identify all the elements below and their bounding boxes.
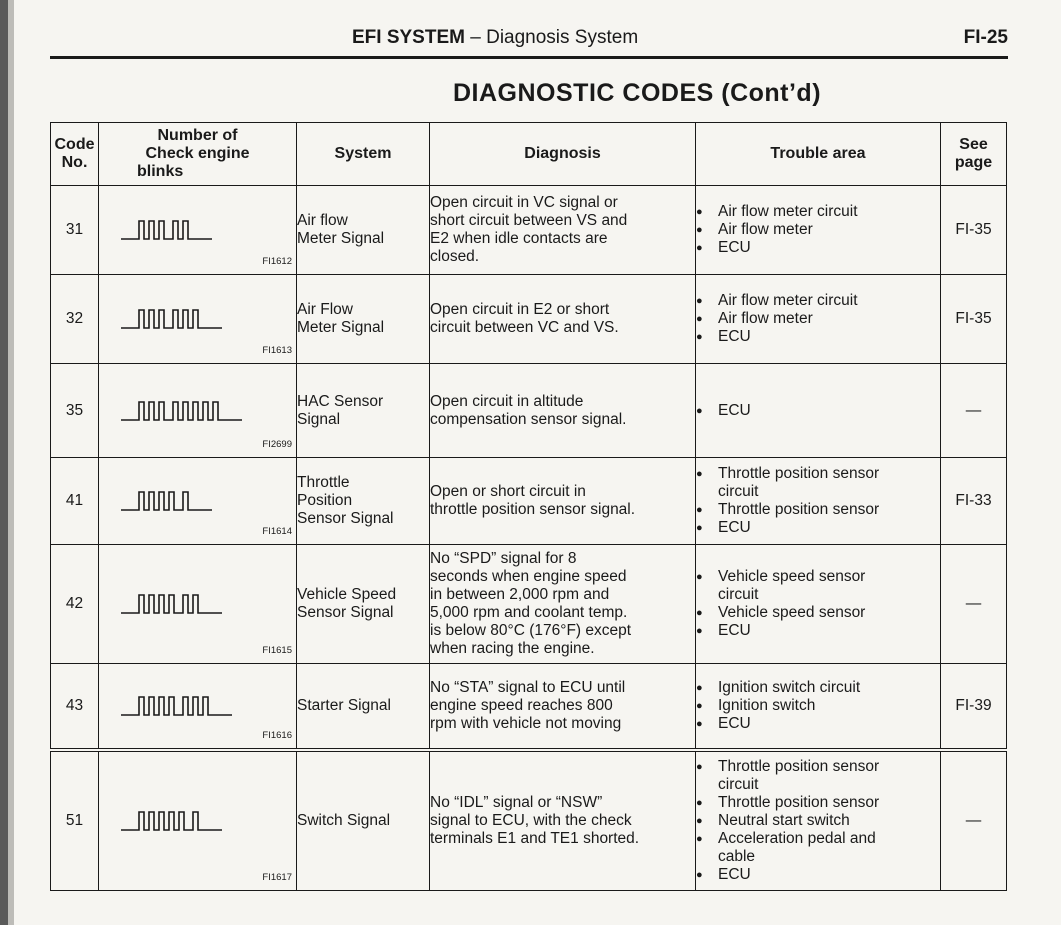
blink-pattern-diagram (121, 399, 281, 423)
trouble-area-cell (696, 750, 941, 891)
system-line: Meter Signal (297, 319, 385, 336)
trouble-area-line: ● ECU (718, 519, 751, 536)
trouble-area-item (696, 697, 940, 715)
see-page-cell: FI-33 (941, 458, 1007, 545)
diagnosis-cell (430, 750, 696, 891)
figure-number: FI1612 (262, 256, 292, 267)
diagnosis-line: in between 2,000 rpm and (430, 586, 610, 603)
blink-pattern-cell (99, 750, 297, 891)
diagnosis-line: engine speed reaches 800 (430, 696, 613, 714)
trouble-area-line: ● Throttle position sensor (718, 465, 880, 482)
trouble-area-list (696, 465, 940, 537)
blink-pulse-train (121, 402, 242, 420)
table-row (51, 458, 1007, 545)
figure-number: FI1615 (262, 645, 292, 656)
system-cell (297, 664, 430, 750)
trouble-area-line: ● Air flow meter circuit (718, 292, 858, 309)
figure-number: FI1613 (262, 345, 292, 356)
header-blinks-line3: blinks (137, 163, 184, 180)
see-page-cell: — (941, 545, 1007, 664)
trouble-area-item (696, 794, 940, 812)
trouble-area-list (696, 402, 940, 420)
trouble-area-line: ● ECU (718, 714, 751, 732)
system-line: Air Flow (297, 301, 353, 318)
diagnosis-line: closed. (430, 248, 480, 265)
blink-pattern-cell (99, 545, 297, 664)
diagnosis-line: No “STA” signal to ECU until (430, 678, 626, 696)
diagnosis-line: throttle position sensor signal. (430, 501, 636, 518)
trouble-area-item (696, 830, 940, 866)
diagnosis-line: rpm with vehicle not moving (430, 714, 622, 732)
header-rule (50, 56, 1008, 59)
trouble-area-line: ● Acceleration pedal and (718, 829, 876, 847)
code-number-cell: 51 (51, 750, 99, 891)
blink-pulse-train (121, 492, 212, 510)
diagnosis-line: terminals E1 and TE1 shorted. (430, 829, 640, 847)
blink-pulse-train (121, 697, 232, 715)
table-row (51, 750, 1007, 891)
code-number-cell: 42 (51, 545, 99, 664)
system-cell (297, 364, 430, 458)
code-number-cell: 35 (51, 364, 99, 458)
system-line: Sensor Signal (297, 510, 394, 527)
table-row (51, 545, 1007, 664)
header-blinks (99, 123, 297, 186)
page-title: DIAGNOSTIC CODES (Cont’d) (453, 79, 822, 107)
blink-pattern-cell (99, 664, 297, 750)
trouble-area-item (696, 519, 940, 537)
blink-pattern-diagram (121, 592, 281, 616)
figure-number: FI1617 (262, 872, 292, 883)
trouble-area-line: ● ECU (718, 328, 751, 345)
system-line: Throttle (297, 474, 350, 491)
header-blinks-line1: Number of (157, 127, 238, 144)
header-system: System (297, 123, 430, 186)
code-number-cell: 43 (51, 664, 99, 750)
trouble-area-cell (696, 275, 941, 364)
header-diagnosis: Diagnosis (430, 123, 696, 186)
header-section: EFI SYSTEM (352, 27, 465, 48)
header-code-line1: Code (54, 136, 95, 153)
see-page-cell: FI-35 (941, 275, 1007, 364)
system-line: Starter Signal (297, 696, 391, 714)
diagnosis-line: short circuit between VS and (430, 212, 628, 229)
page-binding-shadow (8, 0, 14, 925)
see-page-cell: — (941, 364, 1007, 458)
trouble-area-line: ● ECU (718, 865, 751, 883)
system-line: Air flow (297, 212, 348, 229)
diagnosis-line: Open circuit in altitude (430, 392, 584, 410)
diagnosis-cell (430, 186, 696, 275)
trouble-area-item (696, 604, 940, 622)
see-page-cell: FI-39 (941, 664, 1007, 750)
trouble-area-list (696, 292, 940, 346)
blink-pattern-diagram (121, 307, 281, 331)
diagnostic-codes-table (50, 122, 1007, 891)
trouble-area-cell (696, 364, 941, 458)
diagnosis-line: 5,000 rpm and coolant temp. (430, 604, 628, 621)
system-cell (297, 750, 430, 891)
trouble-area-item (696, 465, 940, 501)
trouble-area-line: ● Throttle position sensor (718, 501, 880, 518)
trouble-area-cell (696, 458, 941, 545)
figure-number: FI2699 (262, 439, 292, 450)
header-trouble-area: Trouble area (696, 123, 941, 186)
trouble-area-line: ● ECU (718, 401, 751, 419)
blink-pattern-cell (99, 275, 297, 364)
blink-pattern-cell (99, 364, 297, 458)
trouble-area-item (696, 568, 940, 604)
blink-pulse-train (121, 221, 212, 239)
diagnosis-line: Open circuit in VC signal or (430, 194, 618, 211)
trouble-area-list (696, 758, 940, 884)
blink-pattern-diagram (121, 809, 281, 833)
trouble-area-item (696, 758, 940, 794)
trouble-area-line: circuit (718, 483, 759, 500)
trouble-area-item (696, 221, 940, 239)
trouble-area-item (696, 715, 940, 733)
table-row (51, 275, 1007, 364)
header-see-line2: page (954, 154, 993, 171)
table-row (51, 186, 1007, 275)
diagnosis-line: Open or short circuit in (430, 483, 586, 500)
trouble-area-line: ● Air flow meter (718, 221, 813, 238)
system-cell (297, 545, 430, 664)
system-line: HAC Sensor (297, 392, 384, 410)
trouble-area-line: ● ECU (718, 622, 751, 639)
code-number-cell: 31 (51, 186, 99, 275)
header-see-page (941, 123, 1007, 186)
trouble-area-line: ● Throttle position sensor (718, 757, 880, 775)
trouble-area-item (696, 402, 940, 420)
trouble-area-list (696, 679, 940, 733)
trouble-area-item (696, 328, 940, 346)
table-header-row (51, 123, 1007, 186)
trouble-area-item (696, 679, 940, 697)
system-line: Vehicle Speed (297, 586, 397, 603)
blink-pattern-cell (99, 186, 297, 275)
trouble-area-line: ● Air flow meter circuit (718, 203, 858, 220)
trouble-area-line: ● Neutral start switch (718, 811, 850, 829)
trouble-area-line: circuit (718, 586, 759, 603)
system-line: Signal (297, 410, 341, 428)
trouble-area-item (696, 239, 940, 257)
see-page-cell: FI-35 (941, 186, 1007, 275)
system-cell (297, 186, 430, 275)
trouble-area-cell (696, 545, 941, 664)
trouble-area-line: ● Throttle position sensor (718, 793, 880, 811)
trouble-area-line: ● Ignition switch (718, 696, 816, 714)
header-code-no (51, 123, 99, 186)
header-code-line2: No. (61, 154, 88, 171)
trouble-area-line: ● ECU (718, 239, 751, 256)
figure-number: FI1614 (262, 526, 292, 537)
header-subsection: – Diagnosis System (464, 27, 639, 48)
header-blinks-line2: Check engine (145, 145, 250, 162)
trouble-area-list (696, 203, 940, 257)
blink-pulse-train (121, 310, 222, 328)
system-line: Meter Signal (297, 230, 385, 247)
trouble-area-item (696, 866, 940, 884)
blink-pattern-cell (99, 458, 297, 545)
system-line: Switch Signal (297, 811, 391, 829)
trouble-area-cell (696, 186, 941, 275)
system-cell (297, 275, 430, 364)
page-binding-edge (0, 0, 8, 925)
figure-number: FI1616 (262, 729, 292, 741)
diagnosis-line: No “SPD” signal for 8 (430, 550, 577, 567)
diagnosis-cell (430, 364, 696, 458)
diagnosis-line: when racing the engine. (430, 640, 595, 657)
blink-pulse-train (121, 595, 222, 613)
diagnosis-line: E2 when idle contacts are (430, 230, 608, 247)
trouble-area-item (696, 812, 940, 830)
trouble-area-line: ● Air flow meter (718, 310, 813, 327)
code-number-cell: 41 (51, 458, 99, 545)
table-row (51, 364, 1007, 458)
trouble-area-cell (696, 664, 941, 750)
trouble-area-list (696, 568, 940, 640)
blink-pattern-diagram (121, 218, 281, 242)
diagnosis-line: No “IDL” signal or “NSW” (430, 793, 603, 811)
system-line: Position (297, 492, 353, 509)
table-row (51, 664, 1007, 750)
trouble-area-line: circuit (718, 775, 759, 793)
diagnosis-line: signal to ECU, with the check (430, 811, 632, 829)
header-see-line1: See (959, 136, 988, 153)
trouble-area-line: cable (718, 847, 756, 865)
diagnosis-line: is below 80°C (176°F) except (430, 622, 632, 639)
trouble-area-item (696, 203, 940, 221)
system-cell (297, 458, 430, 545)
diagnosis-line: seconds when engine speed (430, 568, 627, 585)
blink-pattern-diagram (121, 694, 281, 718)
diagnosis-line: circuit between VC and VS. (430, 319, 619, 336)
trouble-area-line: ● Ignition switch circuit (718, 678, 861, 696)
see-page-cell: — (941, 750, 1007, 891)
diagnosis-line: Open circuit in E2 or short (430, 301, 610, 318)
system-line: Sensor Signal (297, 604, 394, 621)
diagnosis-cell (430, 275, 696, 364)
trouble-area-item (696, 501, 940, 519)
trouble-area-item (696, 310, 940, 328)
diagnosis-cell (430, 458, 696, 545)
blink-pulse-train (121, 812, 222, 830)
page-number: FI-25 (963, 27, 1008, 48)
running-header (352, 27, 638, 49)
diagnosis-cell (430, 545, 696, 664)
trouble-area-item (696, 622, 940, 640)
diagnosis-cell (430, 664, 696, 750)
code-number-cell: 32 (51, 275, 99, 364)
blink-pattern-diagram (121, 489, 281, 513)
diagnosis-line: compensation sensor signal. (430, 410, 627, 428)
trouble-area-line: ● Vehicle speed sensor (718, 568, 866, 585)
trouble-area-line: ● Vehicle speed sensor (718, 604, 866, 621)
trouble-area-item (696, 292, 940, 310)
